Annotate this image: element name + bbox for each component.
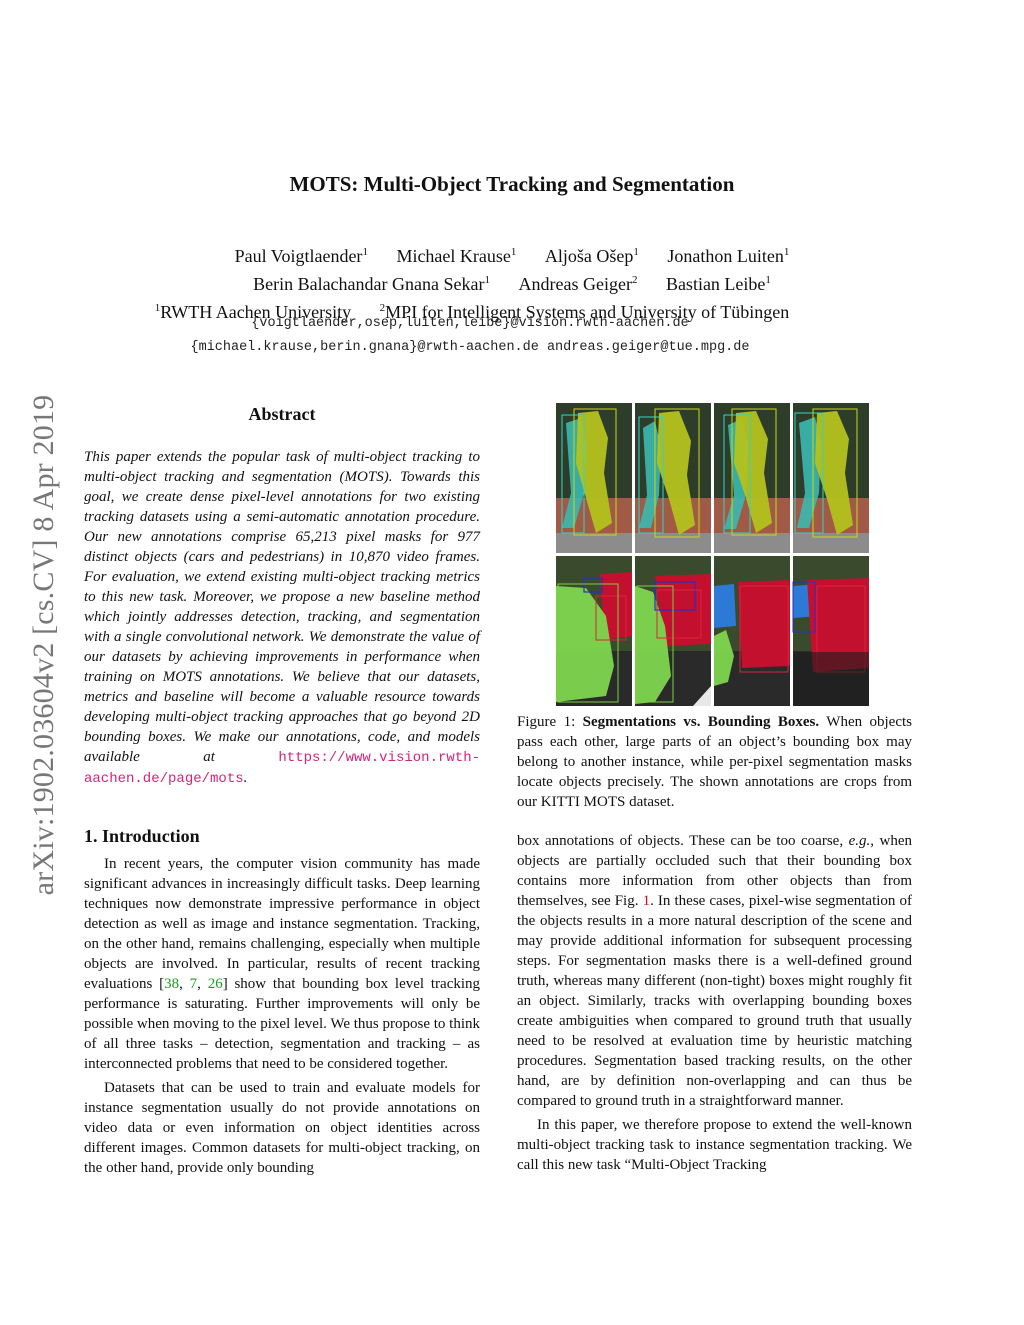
right-paragraph-2: In this paper, we therefore propose to extend the well-known multi-object tracking task to instance segmentation tracking. We call this new task “Multi-Object Tracking [517,1117,912,1173]
figure-crop-car-1 [556,556,632,706]
author: Michael Krause$^1$ [396,246,517,266]
figure-crop-pedestrian-4 [793,403,869,553]
intro-paragraph-2: Datasets that can be used to train and evaluate models for instance segmentation usually do not provide annotations on video data or even information on object identities across different images. Common datasets for multi-object tracking, on the other hand, provide only bounding [84,1080,480,1176]
affiliation: $^2$MPI for Intelligent Systems and University of Tübingen [379,302,790,322]
figure-label: Figure 1: [517,714,576,730]
author: Jonathon Luiten$^1$ [667,246,790,266]
arxiv-identifier [24,360,64,930]
figure-crop-pedestrian-1 [556,403,632,553]
figure-crop-car-3 [714,556,790,706]
project-url-link[interactable]: https://www.vision.rwth-aachen.de/page/mots [84,750,480,787]
citation-link[interactable]: 38 [164,976,180,992]
author-row-1 [0,240,1024,268]
author-block [0,240,1024,324]
author: Bastian Leibe$^1$ [665,274,771,294]
author: Berin Balachandar Gnana Sekar$^1$ [253,274,490,294]
abstract-body: This paper extends the popular task of multi-object tracking to multi-object tracking and segmentation (MOTS). Towards this goal, we create dense pixel-level annotations for two existing tracking datasets using a semi-automatic annotation procedure. Our new annotations comprise 65,213 pixel masks for 977 distinct objects (cars and pedestrians) in 10,870 video frames. For evaluation, we extend existing multi-object tracking metrics to this new task. Moreover, we propose a new baseline method which jointly addresses detection, tracking, and segmentation with a single convolutional network. We demonstrate the value of our datasets by achieving improvements in performance when training on MOTS annotations. We believe that our datasets, metrics and baseline will become a valuable resource towards developing multi-object tracking approaches that go beyond 2D bounding boxes. We make our annotations, code, and models available at https://www.vision.rwth-aachen.de/page/mots. [84,449,480,787]
introduction-body [84,854,480,1182]
citation-link[interactable]: 26 [207,976,223,992]
author: Aljoša Ošep$^1$ [544,246,639,266]
right-paragraph-1: box annotations of objects. These can be too coarse, e.g., when objects are partially occluded such that their bounding box contains more information from other objects than from themselves, see Fig. 1. In these cases, pixel-wise segmentation of the objects results in a more natural description of the scene and may provide additional information for subsequent processing steps. For segmentation masks there is a well-defined ground truth, whereas many different (non-tight) boxes might roughly fit an object. Similarly, tracks with overlapping bounding boxes create ambiguities when compared to ground truth that usually need to be resolved at evaluation time by heuristic matching procedures. Segmentation based tracking results, on the other hand, are by definition non-overlapping and can thus be compared to ground truth in a straightforward manner. [517,833,912,1109]
abstract-text: This paper extends the popular task of multi-object tracking to multi-object tracking and segmentation (MOTS). Towards this goal, we create dense pixel-level annotations for two existing tracking datasets using a semi-automatic annotation procedure. Our new annotations comprise 65,213 pixel masks for 977 distinct objects (cars and pedestrians) in 10,870 video frames. For evaluation, we extend existing multi-object tracking metrics to this new task. Moreover, we propose a new baseline method which jointly addresses detection, tracking, and segmentation with a single convolutional network. We demonstrate the value of our datasets by achieving improvements in performance when training on MOTS annotations. We believe that our datasets, metrics and baseline will become a valuable resource towards developing multi-object tracking approaches that go beyond 2D bounding boxes. We make our annotations, code, and models available at [84,449,480,765]
figure-crop-car-2 [635,556,711,706]
intro-paragraph-1: In recent years, the computer vision community has made significant advances in increasingly difficult tasks. Deep learning techniques now demonstrate impressive performance in object detection as well as image and instance segmentation. Tracking, on the other hand, remains challenging, especially when multiple objects are involved. In particular, results of recent tracking evaluations [38, 7, 26] show that bounding box level tracking performance is saturating. Further improvements will only be possible when moving to the pixel level. We thus propose to think of all three tasks – detection, segmentation and tracking – as interconnected problems that need to be considered together. [84,856,481,1072]
figure-1-caption [517,712,912,812]
figure-caption-title: Segmentations vs. Bounding Boxes. [582,714,820,730]
arxiv-id-text: arXiv:1902.03604v2 [cs.CV] 8 Apr 2019 [27,394,60,896]
author: Andreas Geiger$^2$ [518,274,638,294]
section-heading-introduction: 1. Introduction [84,826,200,846]
figure-1-image-grid [556,403,869,706]
affiliation: $^1$RWTH Aachen University [154,302,352,322]
abstract-heading: Abstract [248,404,316,424]
figure-crop-pedestrian-3 [714,403,790,553]
figure-crop-pedestrian-2 [635,403,711,553]
email-line-2: {michael.krause,berin.gnana}@rwth-aachen.de andreas.geiger@tue.mpg.de [190,340,750,355]
figure-caption-text: When objects pass each other, large parts of an object’s bounding box may belong to another instance, while per-pixel segmentation masks locate objects precisely. The shown annotations are crops from our KITTI MOTS dataset. [517,714,912,810]
author: Paul Voigtlaender$^1$ [234,246,368,266]
email-line-1: {voigtlaender,osep,luiten,leibe}@vision.rwth-aachen.de [251,316,689,331]
author-row-2 [0,268,1024,296]
right-column-body [517,831,912,1179]
citation-link[interactable]: 7 [189,976,198,992]
figure-reference-link[interactable]: 1 [642,893,651,909]
figure-crop-car-4 [793,556,869,706]
paper-title: MOTS: Multi-Object Tracking and Segmentation [289,172,735,196]
